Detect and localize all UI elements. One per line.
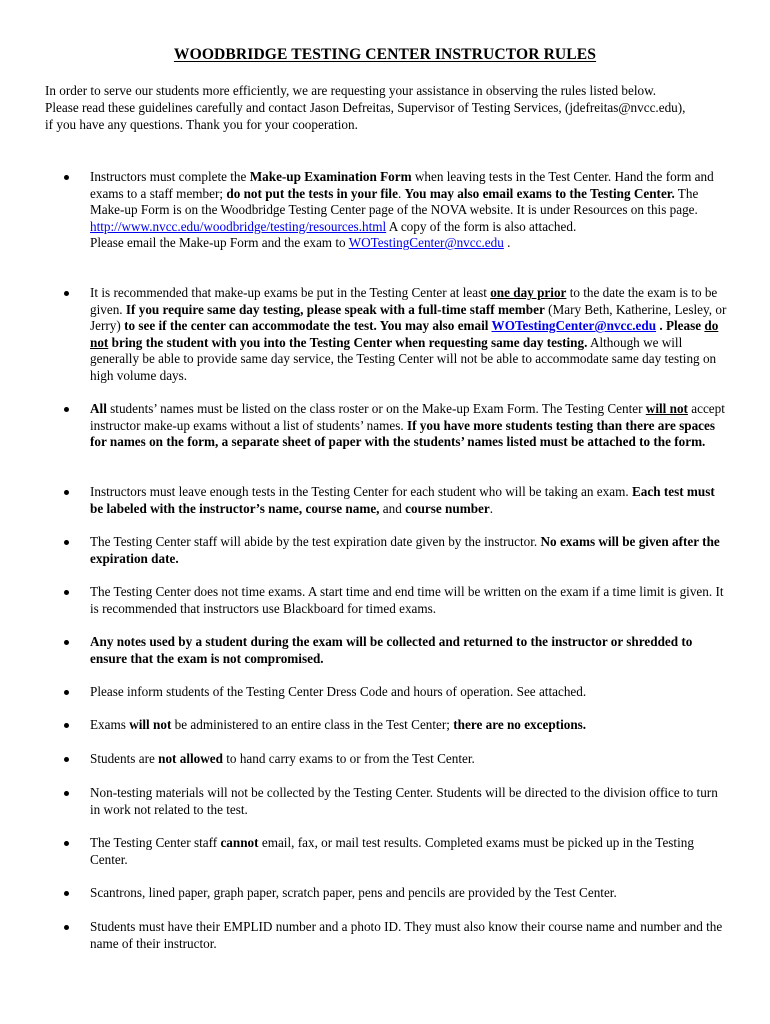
text-run: Instructors must complete the bbox=[90, 169, 250, 184]
bullet-icon bbox=[64, 791, 69, 796]
text-run: The Testing Center staff will abide by the test expiration date given by the instructor. bbox=[90, 534, 541, 549]
bold-text: will not bbox=[129, 717, 172, 732]
rule-text bbox=[90, 484, 730, 517]
bold-text: You may also email exams to the Testing Center. bbox=[404, 185, 675, 201]
text-run: . bbox=[503, 235, 511, 250]
rule-text bbox=[90, 885, 730, 902]
rule-paragraph bbox=[90, 169, 730, 235]
text-run: (Mary Beth, Katherine, Lesley, or Jerry) bbox=[90, 301, 727, 333]
bold-text: not allowed bbox=[158, 751, 223, 766]
rule-paragraph bbox=[90, 751, 730, 768]
bullet-icon bbox=[64, 891, 69, 896]
bullet-icon bbox=[64, 925, 69, 930]
resources-link[interactable]: http://www.nvcc.edu/woodbridge/testing/resources.html bbox=[90, 218, 387, 234]
rule-paragraph bbox=[90, 484, 730, 517]
bold-text: Each test must be labeled with the instructor’s name, course name, bbox=[90, 484, 715, 516]
text-run: email, fax, or mail test results. Completed exams must be picked up in the Testing Center. bbox=[90, 835, 694, 867]
rule-paragraph: Scantrons, lined paper, graph paper, scratch paper, pens and pencils are provided by the Test Center. bbox=[90, 885, 617, 900]
bold-text: bring the student with you into the Testing Center when requesting same day testing. bbox=[108, 334, 588, 350]
bold-text: . Please bbox=[656, 318, 705, 333]
text-run: The Testing Center staff bbox=[90, 835, 221, 850]
rule-paragraph bbox=[90, 235, 730, 252]
rule-paragraph: Students must have their EMPLID number and a photo ID. They must also know their course name and number and the name of their instructor. bbox=[90, 919, 723, 951]
bullet-icon bbox=[64, 640, 69, 645]
text-run: The Make-up Form is on the Woodbridge Testing Center page of the NOVA website. It is under Resources on this page. bbox=[90, 185, 699, 217]
bullet-icon bbox=[64, 540, 69, 545]
bold-text: course number bbox=[405, 500, 490, 516]
text-run: be administered to an entire class in the Test Center; bbox=[171, 717, 454, 732]
bullet-icon bbox=[64, 841, 69, 846]
text-run: Although we will generally be able to provide same day service, the Testing Center will not be able to accommodate same day testing on high volume days. bbox=[90, 334, 717, 383]
rule-text bbox=[90, 634, 730, 667]
text-run: It is recommended that make-up exams be put in the Testing Center at least bbox=[90, 285, 491, 300]
bullet-icon bbox=[64, 757, 69, 762]
text-run: A copy of the form is also attached. bbox=[386, 218, 577, 234]
intro-paragraph bbox=[45, 82, 735, 133]
bold-text: All bbox=[90, 401, 107, 416]
bold-text: Make-up Examination Form bbox=[249, 169, 412, 184]
bold-text: there are no exceptions. bbox=[453, 717, 587, 732]
text-run: to hand carry exams to or from the Test Center. bbox=[222, 751, 475, 766]
bullet-icon bbox=[64, 407, 69, 412]
text-run: Exams bbox=[90, 717, 130, 732]
intro-line: if you have any questions. Thank you for your cooperation. bbox=[45, 117, 358, 132]
bold-text: If you require same day testing, please speak with a full-time staff member bbox=[125, 301, 545, 317]
rule-paragraph bbox=[90, 401, 730, 451]
page-title: WOODBRIDGE TESTING CENTER INSTRUCTOR RULES bbox=[173, 46, 597, 63]
bold-text: cannot bbox=[220, 835, 259, 850]
rule-paragraph bbox=[90, 634, 730, 667]
text-run: to the date the exam is to be given. bbox=[90, 285, 718, 317]
bullet-icon bbox=[64, 690, 69, 695]
rule-text bbox=[90, 285, 730, 384]
bullet-icon bbox=[64, 490, 69, 495]
rule-text bbox=[90, 584, 730, 617]
rule-paragraph bbox=[90, 285, 730, 384]
text-run: and bbox=[379, 500, 406, 516]
rule-text bbox=[90, 919, 730, 952]
bullet-icon bbox=[64, 291, 69, 296]
bold-text: do not put the tests in your file bbox=[226, 185, 398, 201]
bold-underlined-text: one day prior bbox=[490, 285, 567, 300]
text-run: Please email the Make-up Form and the exam to bbox=[90, 235, 349, 250]
text-run: Students are bbox=[90, 751, 159, 766]
bullet-icon bbox=[64, 175, 69, 180]
text-run: . bbox=[397, 185, 405, 201]
rule-text bbox=[90, 835, 730, 868]
bold-text: to see if the center can accommodate the test. You may also email bbox=[124, 318, 492, 333]
rule-paragraph: Non-testing materials will not be collected by the Testing Center. Students will be directed to the division office to turn in work not related to the test. bbox=[90, 785, 718, 817]
bold-text: No exams will be given after the expiration date. bbox=[90, 534, 720, 566]
bullet-icon bbox=[64, 723, 69, 728]
rule-text bbox=[90, 785, 730, 818]
rule-text bbox=[90, 751, 730, 768]
rule-text bbox=[90, 169, 730, 252]
rule-paragraph: The Testing Center does not time exams. A start time and end time will be written on the exam if a time limit is given. It is recommended that instructors use Blackboard for timed exams. bbox=[90, 584, 724, 616]
email-link[interactable]: WOTestingCenter@nvcc.edu bbox=[491, 318, 657, 333]
rule-paragraph bbox=[90, 717, 730, 734]
intro-line: Please read these guidelines carefully and contact Jason Defreitas, Supervisor of Testing Services, (jdefreitas@nvcc.edu), bbox=[45, 100, 686, 115]
bold-underlined-text: will not bbox=[645, 401, 688, 416]
bullet-icon bbox=[64, 590, 69, 595]
bold-underlined-text: do not bbox=[90, 318, 719, 350]
rule-paragraph: Please inform students of the Testing Center Dress Code and hours of operation. See attached. bbox=[90, 684, 587, 699]
text-run: students’ names must be listed on the class roster or on the Make-up Exam Form. The Testing Center bbox=[106, 401, 646, 416]
text-run: . bbox=[489, 500, 494, 516]
text-run: accept instructor make-up exams without a list of students’ names. bbox=[90, 401, 725, 433]
email-link[interactable]: WOTestingCenter@nvcc.edu bbox=[348, 235, 504, 250]
text-run: when leaving tests in the Test Center. Hand the form and exams to a staff member; bbox=[90, 169, 714, 201]
rule-text bbox=[90, 534, 730, 567]
rule-paragraph bbox=[90, 534, 730, 567]
rule-text bbox=[90, 717, 730, 734]
rule-paragraph bbox=[90, 835, 730, 868]
rule-text bbox=[90, 684, 730, 701]
bold-text: Any notes used by a student during the exam will be collected and returned to the instructor or shredded to ensure that the exam is not compromised. bbox=[90, 634, 693, 666]
text-run: Instructors must leave enough tests in the Testing Center for each student who will be taking an exam. bbox=[90, 484, 632, 499]
intro-line: In order to serve our students more efficiently, we are requesting your assistance in observing the rules listed below. bbox=[45, 83, 657, 98]
rule-text bbox=[90, 401, 730, 451]
bold-text: If you have more students testing than there are spaces for names on the form, a separate sheet of paper with the students’ names listed must be attached to the form. bbox=[90, 417, 716, 449]
